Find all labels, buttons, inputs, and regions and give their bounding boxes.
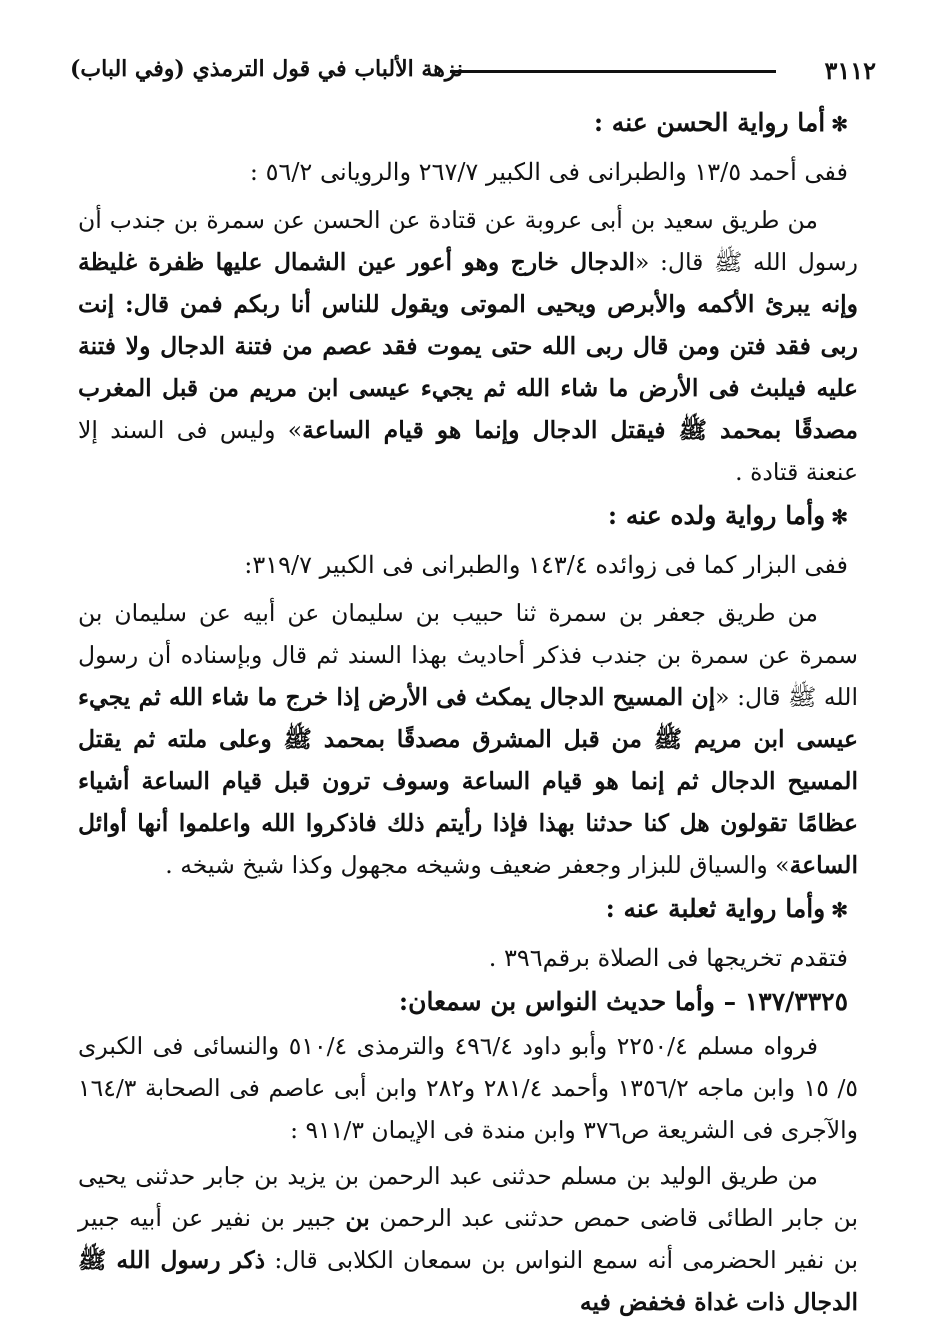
asterisk-icon: ✻ — [831, 898, 848, 922]
section-heading: ✻وأما رواية ثعلبة عنه : — [78, 890, 848, 929]
hadith-paragraph: من طريق جعفر بن سمرة ثنا حبيب بن سليمان عن أبيه عن سليمان بن سمرة عن سمرة بن جندب فذكر أحاديث بهذا السند ثم قال وبإسناده أن رسول الله ﷺ قال: «إن المسيح الدجال يمكث فى الأرض إذا خرج ما شاء الله ثم يجيء عيسى ابن مريم ﷺ من قبل المشرق مصدقًا بمحمد ﷺ وعلى ملته ثم يقتل المسيح الدجال ثم إنما هو قيام الساعة وسوف ترون قبل قيام الساعة أشياء عظامًا تقولون هل كنا حدثنا بهذا فإذا رأيتم ذلك فاذكروا الله واعلموا أنها أوائل الساعة» والسياق للبزار وجعفر ضعيف وشيخه مجهول وكذا شيخ شيخه . — [78, 599, 858, 879]
source-citation: ففى البزار كما فى زوائده ١٤٣/٤ والطبرانى فى الكبير ٣١٩/٧: — [244, 551, 848, 579]
source-citation: ففى أحمد ١٣/٥ والطبرانى فى الكبير ٢٦٧/٧ والرويانى ٥٦/٢ : — [249, 158, 848, 186]
hadith-text: الدجال خارج وهو أعور عين الشمال عليها ظفرة غليظة وإنه يبرئ الأكمه والأبرص ويحيى الموتى ويقول للناس أنا ربكم فمن قال: إنت ربى فقد فتن ومن قال ربى الله حتى يموت فقد عصم من فتنة الدجال ولا فتنة عليه فيلبث فى الأرض ما شاء الله ثم يجيء عيسى ابن مريم من قبل المغرب مصدقًا بمحمد ﷺ فيقتل الدجال وإنما هو قيام الساعة — [78, 248, 858, 444]
source-citation: فتقدم تخريجها فى الصلاة برقم٣٩٦ . — [488, 944, 848, 972]
page-body — [78, 104, 858, 1323]
hadith-paragraph: من طريق سعيد بن أبى عروبة عن قتادة عن الحسن عن سمرة بن جندب أن رسول الله ﷺ قال: «الدجال خارج وهو أعور عين الشمال عليها ظفرة غليظة وإنه يبرئ الأكمه والأبرص ويحيى الموتى ويقول للناس أنا ربكم فمن قال: إنت ربى فقد فتن ومن قال ربى الله حتى يموت فقد عصم من فتنة الدجال ولا فتنة عليه فيلبث فى الأرض ما شاء الله ثم يجيء عيسى ابن مريم من قبل المغرب مصدقًا بمحمد ﷺ فيقتل الدجال وإنما هو قيام الساعة» وليس فى السند إلا عنعنة قتادة . — [78, 206, 858, 486]
asterisk-icon: ✻ — [831, 112, 848, 136]
header-rule — [450, 70, 776, 73]
hadith-text: إن المسيح الدجال يمكث فى الأرض إذا خرج ما شاء الله ثم يجيء عيسى ابن مريم ﷺ من قبل المشرق مصدقًا بمحمد ﷺ وعلى ملته ثم يقتل المسيح الدجال ثم إنما هو قيام الساعة وسوف ترون قبل قيام الساعة أشياء عظامًا تقولون هل كنا حدثنا بهذا فإذا رأيتم ذلك فاذكروا الله واعلموا أنها أوائل الساعة — [78, 683, 858, 879]
hadith-number-heading: ١٣٧/٣٣٢٥ – وأما حديث النواس بن سمعان: — [398, 987, 848, 1016]
page-header — [70, 52, 876, 92]
section-heading: ✻أما رواية الحسن عنه : — [78, 104, 848, 143]
running-title: نزهة الألباب في قول الترمذي (وفي الباب) — [70, 56, 464, 82]
page-number: ٣١١٢ — [824, 56, 876, 85]
source-citation: فرواه مسلم ٢٢٥٠/٤ وأبو داود ٤٩٦/٤ والترمذى ٥١٠/٤ والنسائى فى الكبرى ٥/ ١٥ وابن ماجه ١٣٥٦/٢ وأحمد ٢٨١/٤ و٢٨٢ وابن أبى عاصم فى الصحابة ١٦٤/٣ والآجرى فى الشريعة ص٣٧٦ وابن مندة فى الإيمان ٩١١/٣ : — [78, 1032, 859, 1144]
hadith-paragraph: من طريق الوليد بن مسلم حدثنى عبد الرحمن بن يزيد بن جابر حدثنى يحيى بن جابر الطائى قاضى حمص حدثنى عبد الرحمن بن جبير بن نفير عن أبيه جبير بن نفير الحضرمى أنه سمع النواس بن سمعان الكلابى قال: ذكر رسول الله ﷺ الدجال ذات غداة فخفض فيه — [78, 1162, 858, 1316]
asterisk-icon: ✻ — [831, 505, 848, 529]
hadith-text: ذكر رسول الله ﷺ الدجال ذات غداة فخفض فيه — [78, 1246, 858, 1316]
section-heading: ✻وأما رواية ولده عنه : — [78, 497, 848, 536]
